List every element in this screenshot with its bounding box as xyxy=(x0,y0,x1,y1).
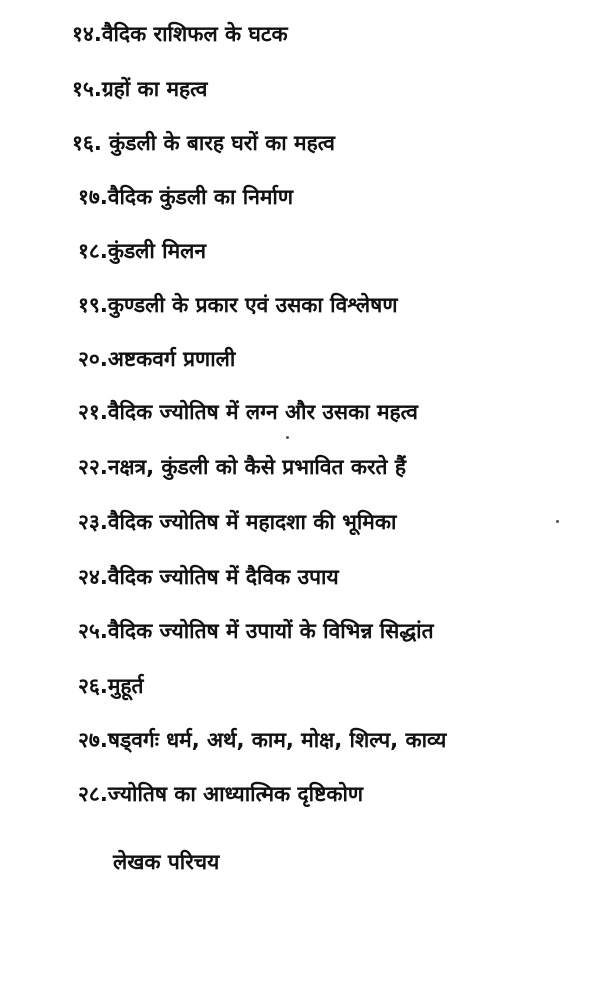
toc-entry-19: १९.कुण्डली के प्रकार एवं उसका विश्लेषण xyxy=(78,293,398,317)
toc-entry-20: २०.अष्टकवर्ग प्रणाली xyxy=(78,347,236,371)
toc-entry-24: २४.वैदिक ज्योतिष में दैविक उपाय xyxy=(78,565,339,589)
toc-entry-18: १८.कुंडली मिलन xyxy=(78,239,207,263)
toc-entry-14: १४.वैदिक राशिफल के घटक xyxy=(72,22,288,46)
scan-speck xyxy=(556,520,559,523)
toc-entry-17: १७.वैदिक कुंडली का निर्माण xyxy=(78,185,294,209)
scan-speck xyxy=(286,436,289,439)
toc-entry-22: २२.नक्षत्र, कुंडली को कैसे प्रभावित करते हैं xyxy=(78,455,406,479)
toc-entry-27: २७.षड्वर्गः धर्म, अर्थ, काम, मोक्ष, शिल्प, काव्य xyxy=(78,728,447,752)
toc-entry-26: २६.मुहूर्त xyxy=(78,674,144,698)
toc-entry-23: २३.वैदिक ज्योतिष में महादशा की भूमिका xyxy=(78,510,397,534)
toc-entry-21: २१.वैदिक ज्योतिष में लग्न और उसका महत्व xyxy=(78,400,418,424)
toc-entry-15: १५.ग्रहों का महत्व xyxy=(72,77,208,101)
toc-entry-16: १६. कुंडली के बारह घरों का महत्व xyxy=(72,131,335,155)
toc-entry-28: २८.ज्योतिष का आध्यात्मिक दृष्टिकोण xyxy=(78,782,364,806)
author-intro: लेखक परिचय xyxy=(113,850,220,874)
toc-entry-25: २५.वैदिक ज्योतिष में उपायों के विभिन्न सिद्धांत xyxy=(78,619,434,643)
